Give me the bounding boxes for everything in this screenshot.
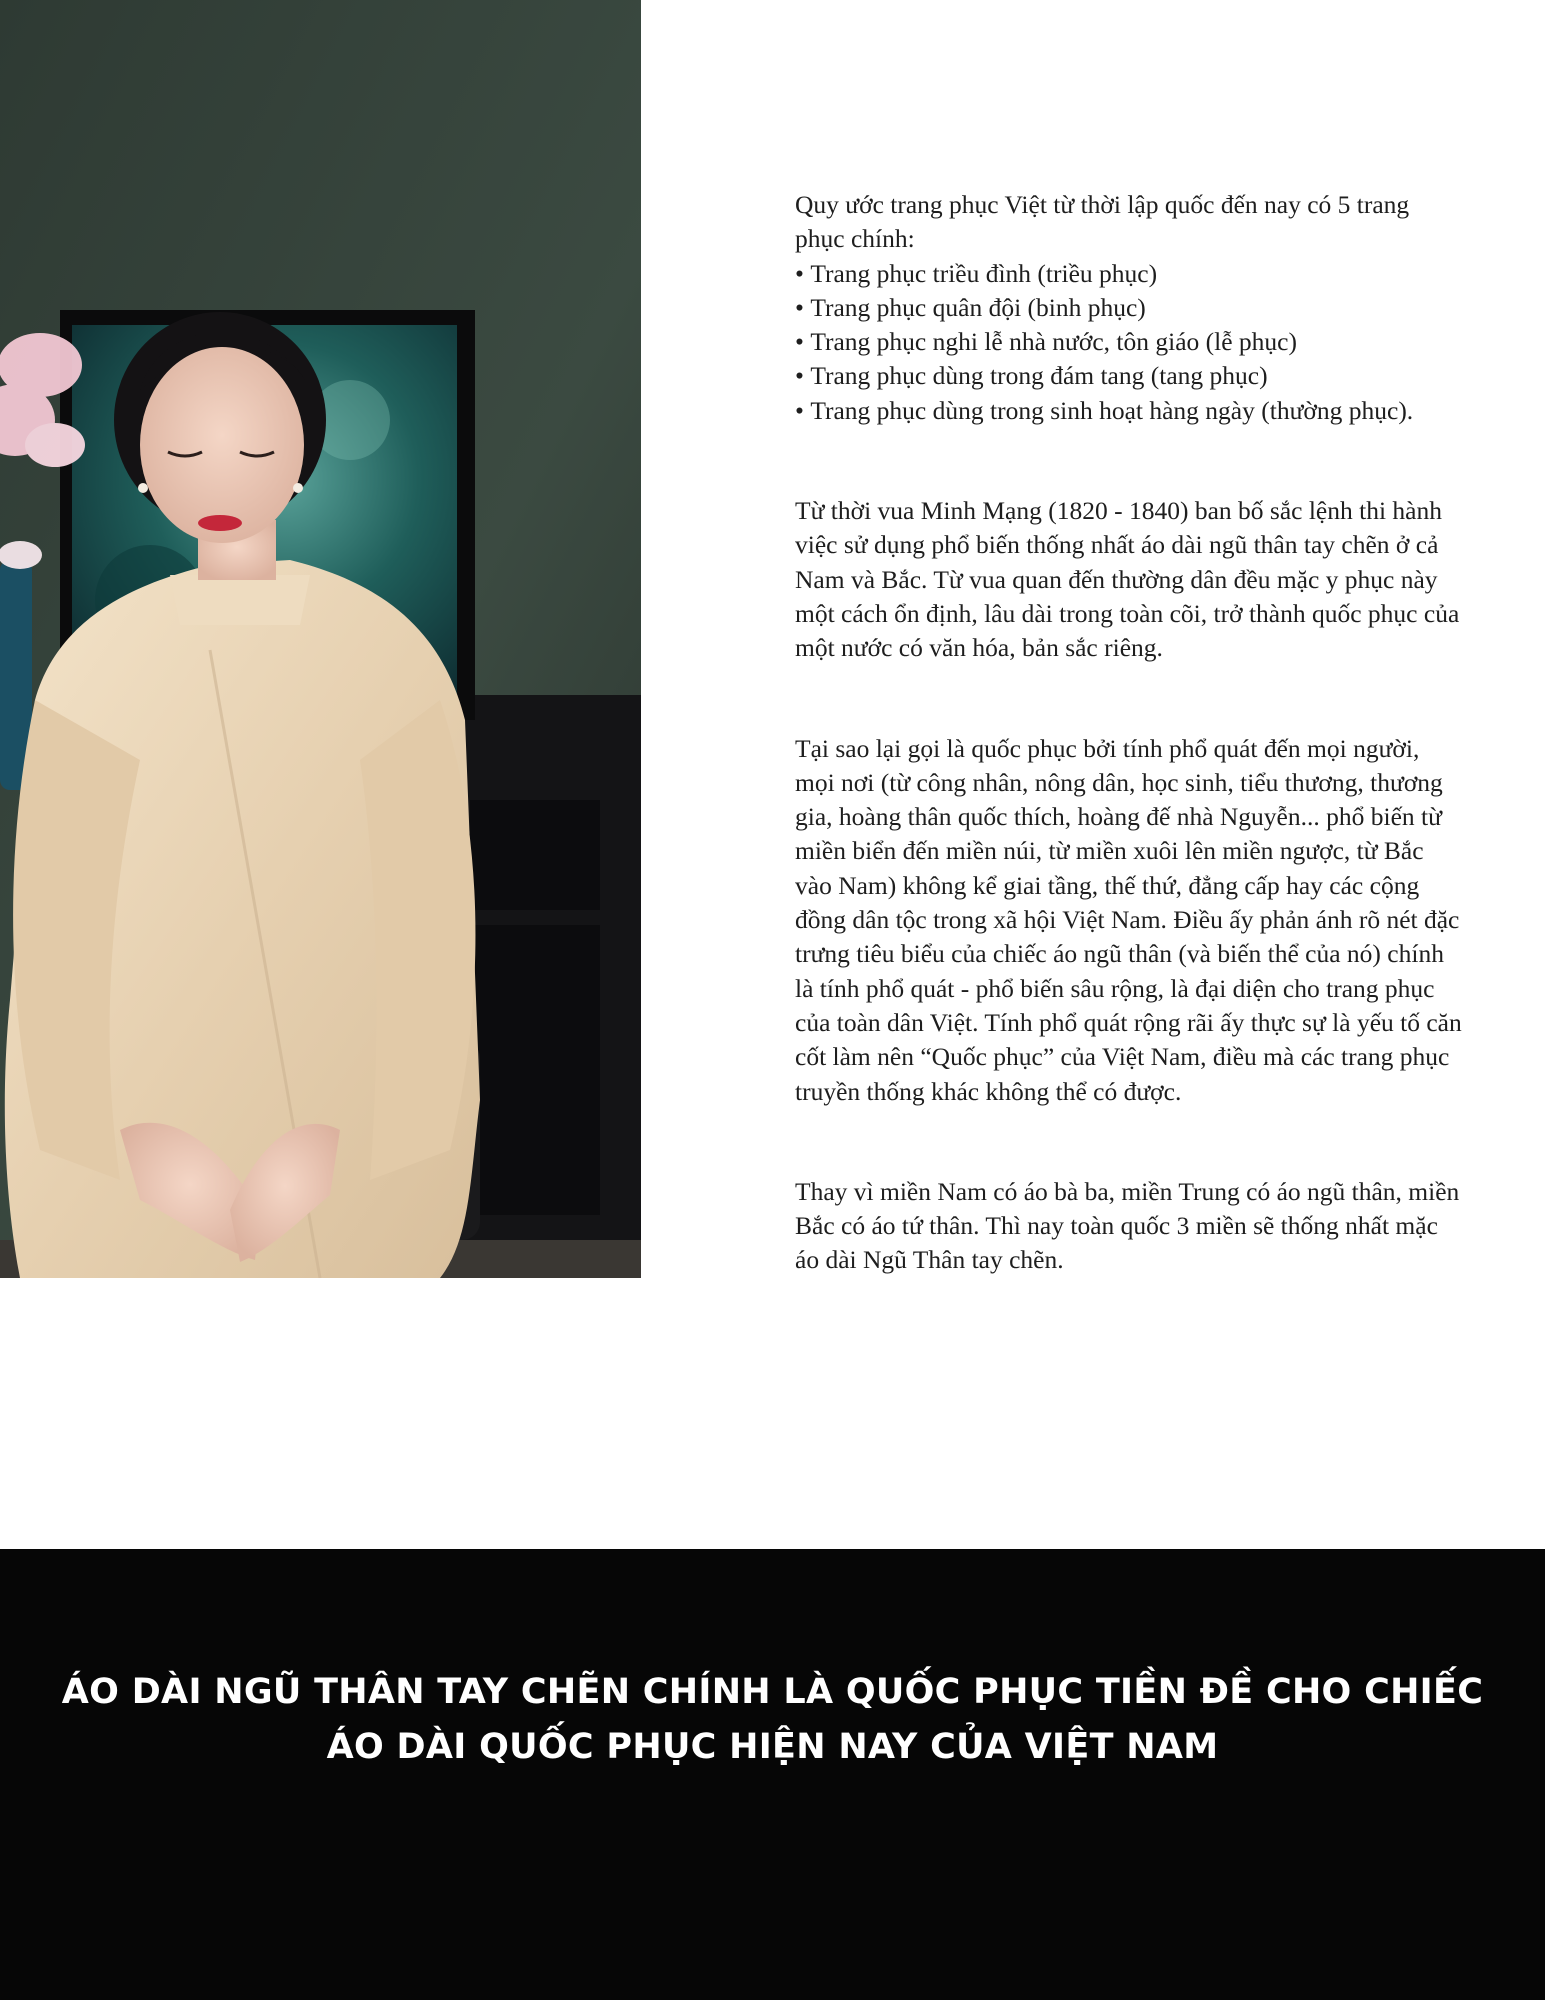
- face: [140, 347, 304, 543]
- minh-mang-paragraph: Từ thời vua Minh Mạng (1820 - 1840) ban bố sắc lệnh thi hành việc sử dụng phổ biến thống nhất áo dài ngũ thân tay chẽn ở cả Nam và Bắc. Từ vua quan đến thường dân đều mặc y phục này một cách ổn định, lâu dài trong toàn cõi, trở thành quốc phục của một nước có văn hóa, bản sắc riêng.: [795, 496, 1460, 663]
- banner-line-2: ÁO DÀI QUỐC PHỤC HIỆN NAY CỦA VIỆT NAM: [326, 1727, 1219, 1767]
- list-item: • Trang phục nghi lễ nhà nước, tôn giáo (lễ phục): [795, 325, 1465, 359]
- list-item: • Trang phục triều đình (triều phục): [795, 257, 1465, 291]
- bottom-banner: [0, 1549, 1545, 2000]
- list-item: • Trang phục dùng trong đám tang (tang phục): [795, 359, 1465, 393]
- intro-paragraph: Quy ước trang phục Việt từ thời lập quốc đến nay có 5 trang phục chính:: [795, 190, 1410, 254]
- list-item: • Trang phục dùng trong sinh hoạt hàng ngày (thường phục).: [795, 394, 1465, 428]
- list-item: • Trang phục quân đội (binh phục): [795, 291, 1465, 325]
- portrait-illustration: [0, 0, 641, 1278]
- portrait-photo: [0, 0, 641, 1278]
- costume-list: [795, 257, 1465, 428]
- banner-heading: [60, 1665, 1485, 1775]
- banner-line-1: ÁO DÀI NGŨ THÂN TAY CHẼN CHÍNH LÀ QUỐC PHỤC TIỀN ĐỀ CHO CHIẾC: [61, 1672, 1484, 1712]
- article-text: [795, 188, 1465, 1278]
- three-regions-paragraph: Thay vì miền Nam có áo bà ba, miền Trung có áo ngũ thân, miền Bắc có áo tứ thân. Thì nay toàn quốc 3 miền sẽ thống nhất mặc áo dài Ngũ Thân tay chẽn.: [795, 1176, 1460, 1275]
- national-costume-paragraph: Tại sao lại gọi là quốc phục bởi tính phổ quát đến mọi người, mọi nơi (từ công nhân, nông dân, học sinh, tiểu thương, thương gia, hoàng thân quốc thích, hoàng đế nhà Nguyễn... phổ biến từ miền biển đến miền núi, từ miền xuôi lên miền ngược, từ Bắc vào Nam) không kể giai tầng, thế thứ, đẳng cấp hay các cộng đồng dân tộc trong xã hội Việt Nam. Điều ấy phản ánh rõ nét đặc trưng tiêu biểu của chiếc áo ngũ thân (và biến thể của nó) chính là tính phổ quát - phổ biến sâu rộng, là đại diện cho trang phục của toàn dân Việt. Tính phổ quát rộng rãi ấy thực sự là yếu tố căn cốt làm nên “Quốc phục” của Việt Nam, điều mà các trang phục truyền thống khác không thể có được.: [795, 733, 1462, 1106]
